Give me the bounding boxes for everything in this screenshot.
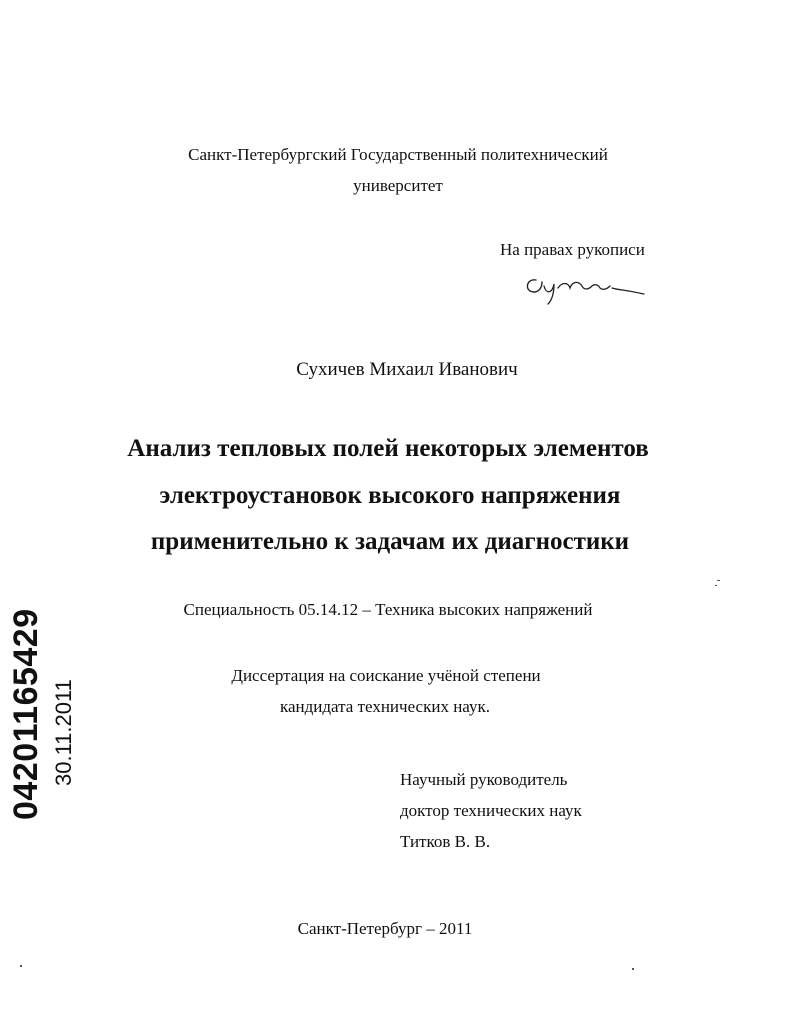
university-name-line2: университет (353, 176, 443, 195)
supervisor-title: Научный руководитель (400, 770, 568, 789)
dissertation-title-line1: Анализ тепловых полей некоторых элементов (127, 435, 649, 462)
scan-speck (20, 965, 22, 967)
university-name-line1: Санкт-Петербургский Государственный политехнический (188, 145, 608, 164)
author-name: Сухичев Михаил Иванович (296, 359, 518, 380)
library-stamp-date: 30.11.2011 (51, 679, 76, 786)
degree-line2: кандидата технических наук. (280, 697, 490, 716)
scan-speck (717, 580, 720, 581)
supervisor-name: Титков В. В. (400, 832, 491, 851)
scan-speck (632, 968, 634, 970)
specialty: Специальность 05.14.12 – Техника высоких напряжений (183, 600, 593, 619)
library-stamp-number: 04201165429 (7, 608, 45, 820)
scan-speck (715, 585, 717, 586)
degree-line1: Диссертация на соискание учёной степени (231, 666, 541, 685)
supervisor-degree: доктор технических наук (400, 801, 582, 820)
dissertation-title-line3: применительно к задачам их диагностики (150, 528, 630, 555)
manuscript-rights-note: На правах рукописи (500, 240, 645, 259)
author-signature (522, 270, 652, 310)
city-year: Санкт-Петербург – 2011 (297, 919, 473, 938)
dissertation-title-line2: электроустановок высокого напряжения (159, 482, 621, 509)
